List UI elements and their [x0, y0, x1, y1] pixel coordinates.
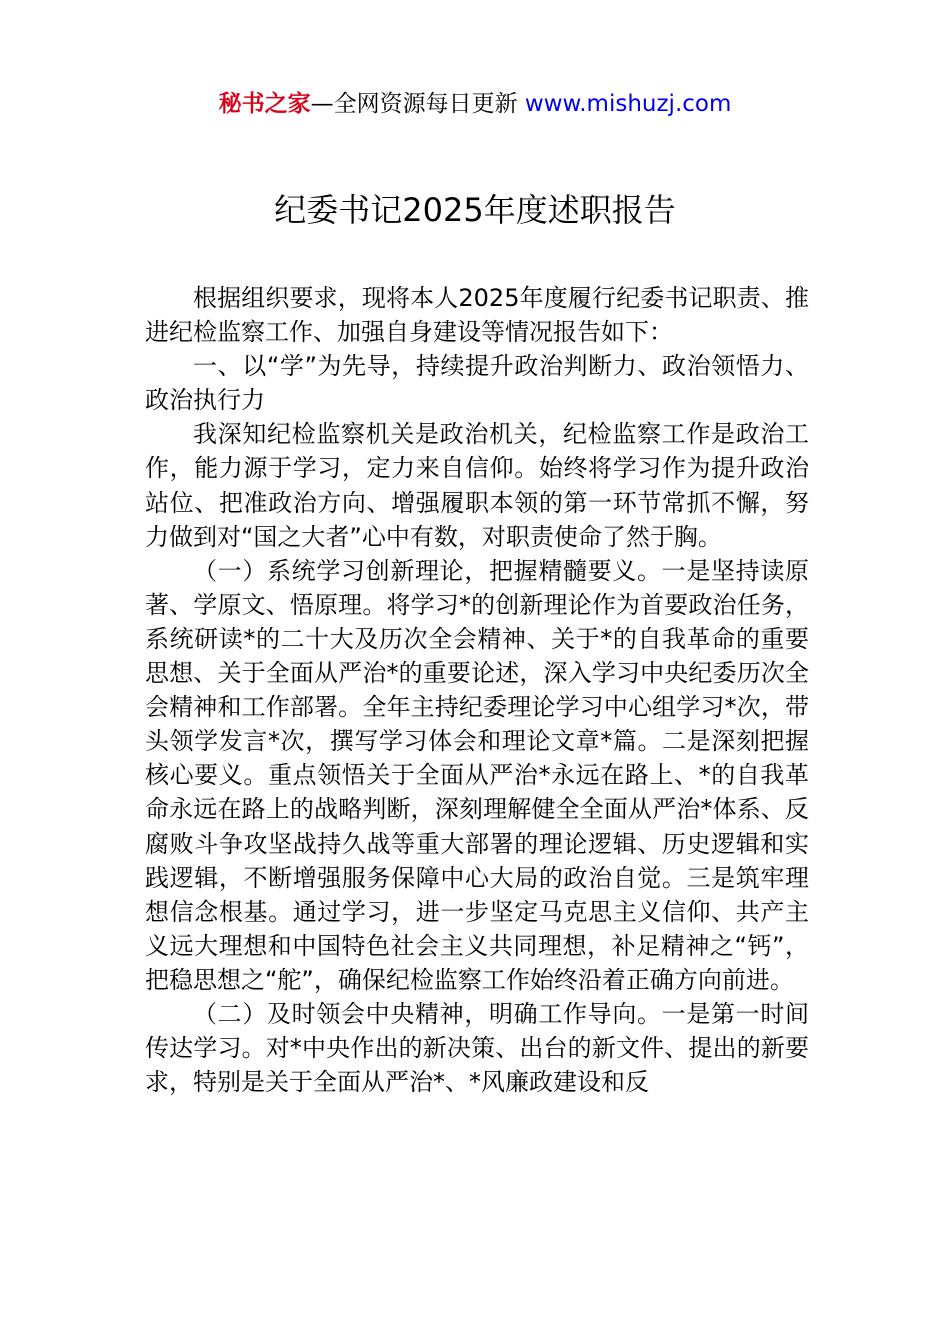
paragraph: 我深知纪检监察机关是政治机关，纪检监察工作是政治工作，能力源于学习，定力来自信仰。始终将学习作为提升政治站位、把准政治方向、增强履职本领的第一环节常抓不懈，努力做到对“国之大者”心中有数，对职责使命了然于胸。 [145, 420, 809, 551]
section-heading-1: 一、以“学”为先导，持续提升政治判断力、政治领悟力、政治执行力 [145, 352, 809, 415]
site-url-link[interactable]: www.mishuzj.com [524, 91, 732, 117]
paragraph-intro: 根据组织要求，现将本人2025年度履行纪委书记职责、推进纪检监察工作、加强自身建设等情况报告如下： [145, 284, 809, 347]
site-header [0, 86, 950, 122]
document-title: 纪委书记2025年度述职报告 [274, 191, 676, 229]
paragraph: （一）系统学习创新理论，把握精髓要义。一是坚持读原著、学原文、悟原理。将学习*的创新理论作为首要政治任务，系统研读*的二十大及历次全会精神、关于*的自我革命的重要思想、关于全面从严治*的重要论述，深入学习中央纪委历次全会精神和工作部署。全年主持纪委理论学习中心组学习*次，带头领学发言*次，撰写学习体会和理论文章*篇。二是深刻把握核心要义。重点领悟关于全面从严治*永远在路上、*的自我革命永远在路上的战略判断，深刻理解健全全面从严治*体系、反腐败斗争攻坚战持久战等重大部署的理论逻辑、历史逻辑和实践逻辑，不断增强服务保障中心大局的政治自觉。三是筑牢理想信念根基。通过学习，进一步坚定马克思主义信仰、共产主义远大理想和中国特色社会主义共同理想，补足精神之“钙”，把稳思想之“舵”，确保纪检监察工作始终沿着正确方向前进。 [145, 556, 809, 994]
site-tagline: —全网资源每日更新 [310, 91, 525, 117]
site-brand: 秘书之家 [218, 91, 311, 117]
paragraph: （二）及时领会中央精神，明确工作导向。一是第一时间传达学习。对*中央作出的新决策、出台的新文件、提出的新要求，特别是关于全面从严治*、*风廉政建设和反 [145, 999, 809, 1097]
document-body [145, 281, 809, 1099]
